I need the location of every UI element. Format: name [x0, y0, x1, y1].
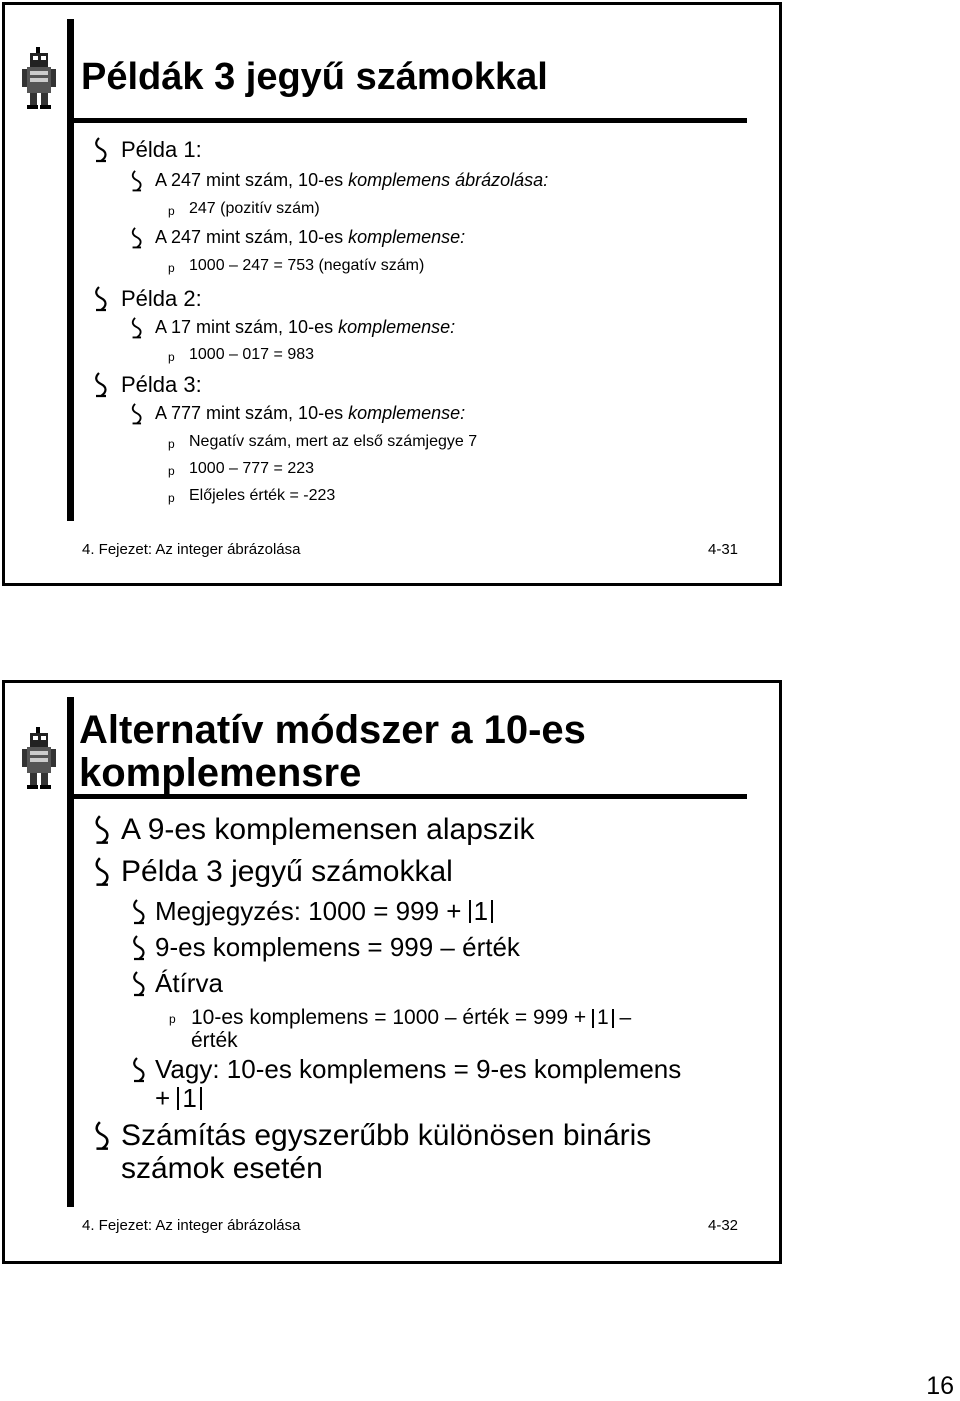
robot-logo-icon	[21, 47, 57, 109]
list-item-text: Megjegyzés: 1000 = 999 +	[155, 896, 469, 926]
list-item-text: érték	[191, 1029, 238, 1053]
list-item	[121, 813, 535, 846]
list-item	[121, 138, 202, 162]
list-item	[155, 171, 548, 191]
slide-2-footer-chapter: 4. Fejezet: Az integer ábrázolása	[82, 1217, 301, 1234]
list-item-line-2	[121, 1152, 651, 1185]
slide-1-title-rule	[67, 118, 747, 123]
list-item-emphasis: komplemense:	[348, 403, 466, 423]
list-item	[189, 487, 335, 505]
slide-2-footer-slide-number: 4-32	[708, 1217, 739, 1234]
wave-bullet-icon	[93, 286, 109, 312]
p-bullet-icon: p	[168, 261, 175, 275]
list-item-text: Példa 1:	[121, 137, 202, 162]
p-bullet-icon: p	[168, 350, 175, 364]
list-item-text: 247 (pozitív szám)	[189, 200, 320, 217]
list-item-text: +	[155, 1082, 178, 1113]
list-item-text: A 17 mint szám, 10-es	[155, 317, 339, 337]
slide-2-vertical-rule	[67, 697, 74, 1207]
list-item-line	[121, 855, 453, 888]
list-item-text: Példa 3:	[121, 372, 202, 397]
list-item	[121, 1119, 651, 1185]
list-item-line	[155, 933, 520, 962]
wave-bullet-icon	[93, 372, 109, 398]
list-item	[155, 318, 455, 338]
list-item-text: A 247 mint szám, 10-es	[155, 170, 349, 190]
list-item	[121, 855, 453, 888]
slide-2-title-line-2: komplemensre	[79, 751, 362, 796]
list-item-text: Átírva	[155, 968, 223, 998]
wave-bullet-icon	[130, 227, 144, 249]
list-item	[121, 373, 202, 397]
list-item	[155, 969, 223, 998]
list-item-line-2	[191, 1029, 631, 1052]
list-item-text: 1000 – 017 = 983	[189, 346, 315, 363]
list-item-text: Előjeles érték = -223	[189, 487, 336, 504]
wave-bullet-icon	[93, 137, 109, 163]
list-item-emphasis: komplemens ábrázolása:	[348, 170, 549, 190]
wave-bullet-icon	[130, 170, 144, 192]
slide-2-title-line-1: Alternatív módszer a 10-es	[79, 708, 586, 752]
list-item-emphasis: komplemense:	[338, 317, 456, 337]
list-item-text: A 777 mint szám, 10-es	[155, 403, 349, 423]
list-item-line	[121, 813, 535, 846]
list-item	[189, 200, 320, 218]
list-item	[155, 933, 520, 962]
list-item	[189, 257, 424, 275]
list-item-emphasis: komplemense:	[348, 227, 466, 247]
list-item-line-2	[155, 1084, 681, 1113]
p-bullet-icon: p	[168, 491, 175, 505]
list-item-text: Példa 2:	[121, 286, 202, 311]
wave-bullet-icon	[93, 815, 111, 845]
slide-1-footer-slide-number: 4-31	[708, 541, 739, 558]
boxed-number: 1	[592, 1009, 614, 1028]
list-item-text: 1000 – 777 = 223	[189, 460, 315, 477]
list-item	[189, 433, 477, 451]
p-bullet-icon: p	[168, 204, 175, 218]
list-item	[189, 460, 314, 478]
list-item-line	[191, 1006, 631, 1029]
list-item	[155, 404, 465, 424]
slide-1	[2, 2, 782, 586]
list-item-line	[155, 1055, 681, 1084]
list-item-line	[121, 1119, 651, 1152]
list-item-text: Példa 3 jegyű számokkal	[121, 855, 453, 888]
p-bullet-icon: p	[168, 437, 175, 451]
wave-bullet-icon	[131, 1057, 147, 1083]
list-item	[155, 1055, 681, 1112]
list-item-line	[155, 969, 223, 998]
slide-1-vertical-rule	[67, 19, 74, 521]
p-bullet-icon: p	[168, 464, 175, 478]
list-item-text-after: –	[613, 1006, 632, 1029]
list-item-text: Negatív szám, mert az első számjegye 7	[189, 433, 478, 450]
list-item-text: számok esetén	[121, 1152, 323, 1185]
list-item-line	[155, 897, 493, 926]
slide-2	[2, 680, 782, 1264]
list-item-text: Vagy: 10-es komplemens = 9-es komplemens	[155, 1054, 682, 1084]
wave-bullet-icon	[130, 317, 144, 339]
wave-bullet-icon	[130, 403, 144, 425]
list-item-text: 1000 – 247 = 753 (negatív szám)	[189, 257, 425, 274]
wave-bullet-icon	[131, 935, 147, 961]
boxed-number: 1	[469, 900, 493, 923]
p-bullet-icon: p	[169, 1012, 176, 1026]
list-item-text: A 9-es komplemensen alapszik	[121, 813, 535, 846]
list-item	[155, 897, 493, 926]
slide-2-title	[79, 709, 586, 795]
list-item-text: Számítás egyszerűbb különösen bináris	[121, 1119, 652, 1152]
list-item-text: A 247 mint szám, 10-es	[155, 227, 349, 247]
list-item	[191, 1006, 631, 1052]
list-item	[155, 228, 465, 248]
wave-bullet-icon	[93, 1121, 111, 1151]
list-item-text: 10-es komplemens = 1000 – érték = 999 +	[191, 1006, 592, 1029]
robot-logo-icon	[21, 727, 57, 789]
wave-bullet-icon	[93, 857, 111, 887]
slide-1-title: Példák 3 jegyű számokkal	[81, 56, 548, 98]
wave-bullet-icon	[131, 899, 147, 925]
list-item	[189, 346, 314, 364]
page-number: 16	[926, 1372, 954, 1400]
list-item-text: 9-es komplemens = 999 – érték	[155, 932, 520, 962]
wave-bullet-icon	[131, 971, 147, 997]
list-item	[121, 287, 202, 311]
slide-1-footer-chapter: 4. Fejezet: Az integer ábrázolása	[82, 541, 301, 558]
boxed-number: 1	[177, 1087, 201, 1110]
